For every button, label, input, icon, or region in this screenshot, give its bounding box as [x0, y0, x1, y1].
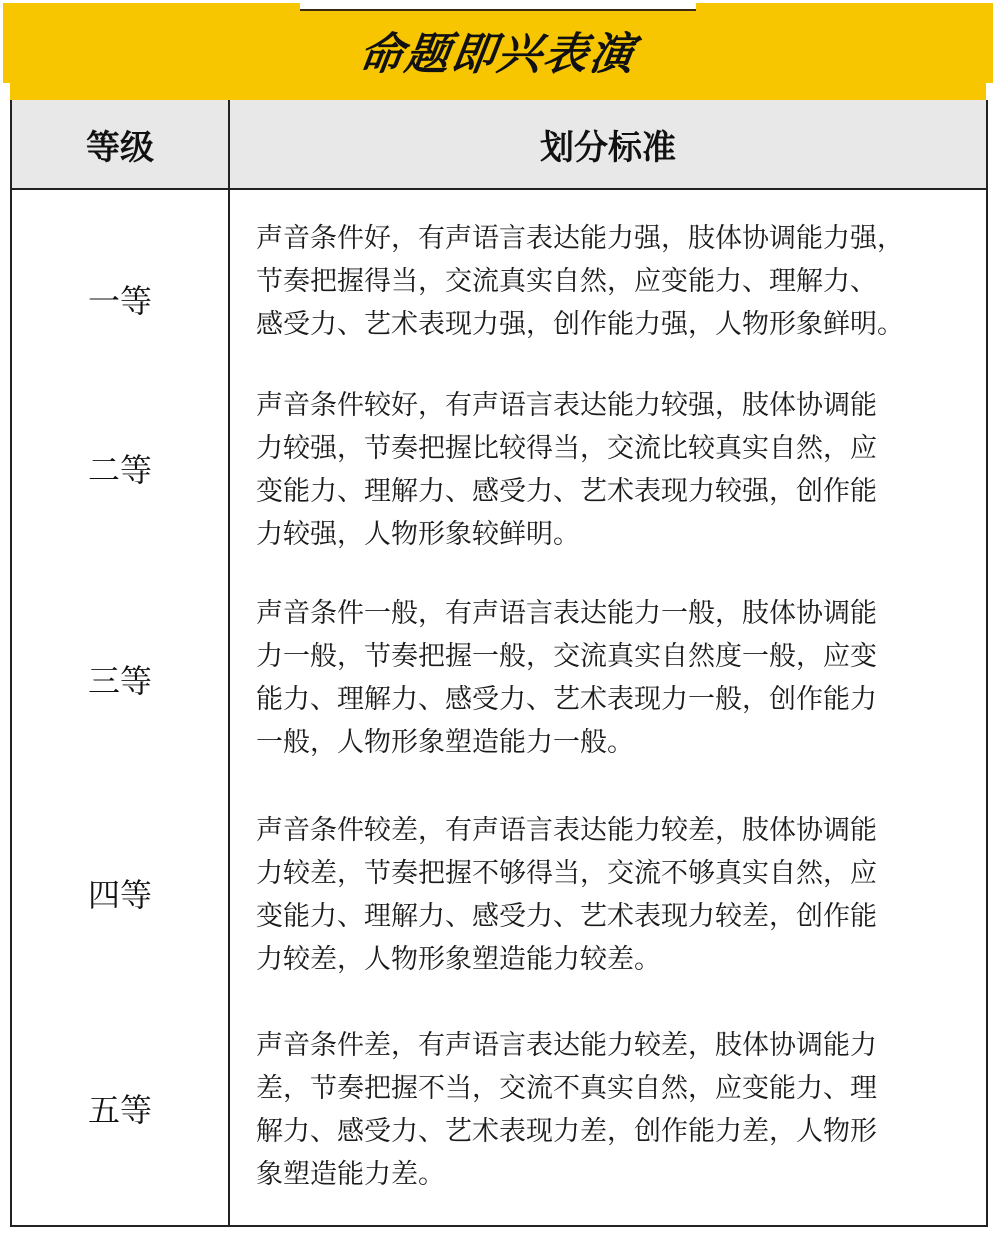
title-banner-extension	[10, 80, 986, 100]
criteria-line: 能力、理解力、感受力、艺术表现力一般，创作能力	[256, 684, 877, 715]
criteria-cell	[256, 592, 976, 764]
criteria-cell	[256, 217, 976, 346]
grade-cell: 二等	[87, 451, 152, 489]
criteria-line: 一般，人物形象塑造能力一般。	[256, 727, 634, 758]
criteria-line: 声音条件好，有声语言表达能力强，肢体协调能力强，	[256, 223, 904, 254]
criteria-line: 声音条件一般，有声语言表达能力一般，肢体协调能	[256, 598, 877, 629]
criteria-line: 声音条件较差，有声语言表达能力较差，肢体协调能	[256, 815, 877, 846]
criteria-line: 声音条件较好，有声语言表达能力较强，肢体协调能	[256, 390, 877, 421]
criteria-line: 变能力、理解力、感受力、艺术表现力较差，创作能	[256, 901, 877, 932]
grade-cell: 一等	[87, 282, 152, 320]
grade-cell: 五等	[87, 1091, 152, 1129]
criteria-line: 力一般，节奏把握一般，交流真实自然度一般，应变	[256, 641, 877, 672]
criteria-line: 感受力、艺术表现力强，创作能力强，人物形象鲜明。	[256, 309, 904, 340]
criteria-line: 差，节奏把握不当，交流不真实自然，应变能力、理	[256, 1073, 877, 1104]
grade-cell: 三等	[87, 662, 152, 700]
criteria-line: 解力、感受力、艺术表现力差，创作能力差，人物形	[256, 1116, 877, 1147]
header-grade: 等级	[86, 127, 154, 168]
criteria-line: 声音条件差，有声语言表达能力较差，肢体协调能力	[256, 1030, 877, 1061]
criteria-line: 节奏把握得当，交流真实自然，应变能力、理解力、	[256, 266, 877, 297]
criteria-line: 变能力、理解力、感受力、艺术表现力较强，创作能	[256, 476, 877, 507]
criteria-cell	[256, 384, 976, 556]
column-divider	[228, 100, 230, 1225]
header-criteria: 划分标准	[540, 127, 676, 168]
grade-cell: 四等	[87, 876, 152, 914]
criteria-line: 象塑造能力差。	[256, 1159, 445, 1190]
criteria-line: 力较强，节奏把握比较得当，交流比较真实自然，应	[256, 433, 877, 464]
criteria-line: 力较差，人物形象塑造能力较差。	[256, 944, 661, 975]
criteria-cell	[256, 809, 976, 981]
grading-table	[10, 100, 988, 1227]
top-notch-decoration	[300, 0, 696, 11]
criteria-line: 力较强，人物形象较鲜明。	[256, 519, 580, 550]
criteria-cell	[256, 1024, 976, 1196]
page-title: 命题即兴表演	[355, 29, 639, 80]
table-header-row	[12, 100, 986, 190]
criteria-line: 力较差，节奏把握不够得当，交流不够真实自然，应	[256, 858, 877, 889]
